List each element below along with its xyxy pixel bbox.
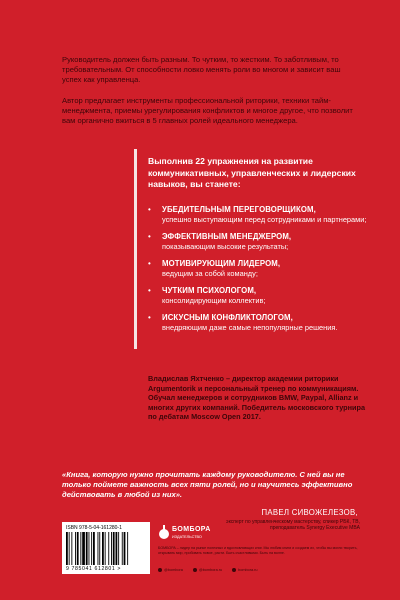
barcode-bar [99, 532, 100, 565]
skill-title: МОТИВИРУЮЩИМ ЛИДЕРОМ, [162, 258, 281, 268]
barcode-bar [98, 532, 99, 565]
barcode-bar [69, 532, 70, 565]
barcode-bar [86, 532, 88, 565]
social-link[interactable]: @bombora [158, 568, 183, 572]
barcode-bar [82, 532, 85, 565]
isbn-label: ISBN 978-5-04-161280-1 [66, 525, 122, 531]
skill-desc: ведущим за собой команду; [162, 268, 258, 278]
bullet-icon: • [148, 312, 151, 322]
barcode-bar [124, 532, 126, 565]
globe-icon [232, 568, 236, 572]
barcode-bar [127, 532, 128, 565]
skill-desc: показывающим высокие результаты; [162, 241, 289, 251]
intro-paragraph-1: Руководитель должен быть разным. То чутким, то жестким. То заботливым, то требовательным. От способности ловко менять роли во многом и зависит ваш успех как управленца. [62, 55, 341, 85]
barcode-bar [89, 532, 90, 565]
skill-desc: успешно выступающим перед сотрудниками и партнерами; [162, 214, 367, 224]
reviewer-role: эксперт по управленческому мастерству, спикер РБК, ТВ, преподаватель Synergy Executive MBA [226, 519, 360, 532]
skill-desc: внедряющим даже самые непопулярные решения. [162, 322, 338, 332]
barcode-digits: 9 785041 612801 > [66, 566, 122, 572]
vertical-divider [134, 149, 137, 349]
bullet-icon: • [148, 204, 151, 214]
skill-title: ЧУТКИМ ПСИХОЛОГОМ, [162, 285, 257, 295]
social-link[interactable]: @bombora.ru [193, 568, 222, 572]
social-link[interactable]: bombora.ru [232, 568, 257, 572]
barcode-bar [80, 532, 81, 565]
skill-title: УБЕДИТЕЛЬНЫМ ПЕРЕГОВОРЩИКОМ, [162, 204, 316, 214]
barcode-bar [105, 532, 106, 565]
barcode-bar [102, 532, 104, 565]
barcode-bar [71, 532, 72, 565]
reviewer-name: ПАВЕЛ СИВОЖЕЛЕЗОВ, [261, 508, 358, 517]
barcode-bar [113, 532, 115, 565]
barcode-bar [108, 532, 109, 565]
barcode-bar [77, 532, 79, 565]
bomb-icon [158, 524, 170, 540]
skill-item [148, 313, 368, 333]
barcode-bar [111, 532, 112, 565]
bullet-icon: • [148, 285, 151, 295]
review-quote: «Книга, которую нужно прочитать каждому руководителю. С ней вы не только поймете важность всех пяти ролей, но и научитесь эффективно действовать в любой из них». [62, 470, 353, 500]
publisher-sub: ИЗДАТЕЛЬСТВО [172, 535, 202, 539]
skill-item [148, 205, 368, 225]
barcode [62, 522, 150, 574]
social-icon [193, 568, 197, 572]
barcode-bar [91, 532, 92, 565]
barcode-bar [66, 532, 68, 565]
skill-title: ИСКУСНЫМ КОНФЛИКТОЛОГОМ, [162, 312, 293, 322]
skill-item [148, 286, 368, 306]
skill-title: ЭФФЕКТИВНЫМ МЕНЕДЖЕРОМ, [162, 231, 292, 241]
social-links [158, 566, 366, 574]
barcode-bar [116, 532, 118, 565]
barcode-bar [122, 532, 123, 565]
publisher-name: БОМБОРА [172, 526, 211, 533]
intro-text [62, 55, 354, 136]
intro-paragraph-2: Автор предлагает инструменты профессиональной риторики, техники тайм-менеджмента, приемы урегулирования конфликтов и многое другое, что позволит вам органично вжиться в 5 главных ролей идеального менеджера. [62, 95, 353, 126]
barcode-bar [75, 532, 76, 565]
publisher-imprint: БОМБОРА – лидер на рынке полезных и вдохновляющих книг. Мы любим книги и создаем их, чтобы вы могли творить, открывать мир, пробовать новое, расти. Быть счастливыми. Быть на волне. [158, 546, 358, 555]
barcode-bar [93, 532, 95, 565]
skill-item [148, 259, 368, 279]
skills-headline: Выполнив 22 упражнения на развитие коммуникативных, управленческих и лидерских навыков, вы станете: [148, 156, 356, 189]
skill-item [148, 232, 368, 252]
author-bio: Владислав Яхтченко – директор академии риторики Argumentorik и персональный тренер по коммуникациям. Обучал менеджеров и сотрудников BMW, Paypal, Allianz и многих других компаний. Победитель московского турнира по дебатам Moscow Open 2017. [148, 374, 366, 422]
bullet-icon: • [148, 258, 151, 268]
bullet-icon: • [148, 231, 151, 241]
barcode-icon [66, 532, 146, 565]
skill-desc: консолидирующим коллектив; [162, 295, 266, 305]
barcode-bar [118, 532, 119, 565]
skills-block [148, 156, 368, 340]
social-icon [158, 568, 162, 572]
